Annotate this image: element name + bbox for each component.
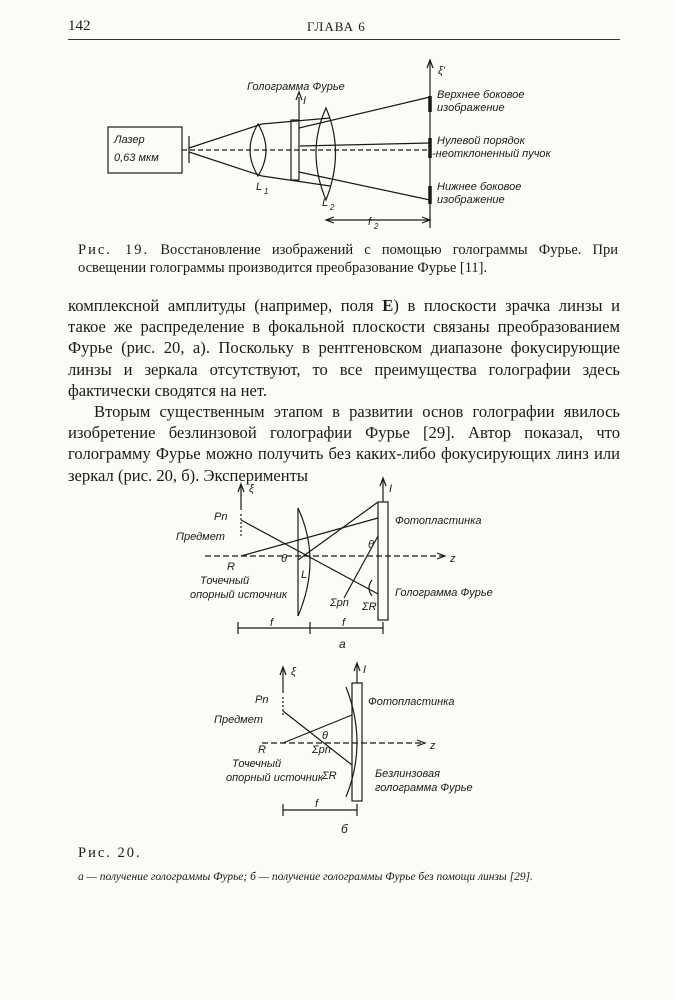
lensless-label-1: Безлинзовая bbox=[375, 768, 441, 780]
f-label: f bbox=[315, 798, 319, 810]
I-label: I bbox=[389, 483, 393, 495]
r-label: R bbox=[258, 744, 266, 756]
pn-label: Pn bbox=[214, 511, 228, 523]
upper-label-2: изображение bbox=[437, 102, 505, 114]
axis-I-label: I bbox=[303, 95, 307, 107]
theta-1: θ bbox=[281, 553, 287, 565]
ray-focus bbox=[298, 502, 378, 560]
theta-2: θ bbox=[368, 539, 374, 551]
f2-sub: 2 bbox=[374, 222, 379, 231]
ray-upper bbox=[299, 97, 430, 128]
figure-20a bbox=[0, 470, 674, 660]
ref-label-1: Точечный bbox=[200, 575, 250, 587]
pn-label: Pn bbox=[255, 694, 269, 706]
sigma-p-label: Σpn bbox=[330, 597, 349, 609]
laser-label-1: Лазер bbox=[114, 134, 145, 146]
l1-label: L bbox=[256, 181, 263, 193]
l1-sub: 1 bbox=[264, 187, 269, 196]
hologram-label: Голограмма Фурье bbox=[395, 587, 493, 599]
ray-mid bbox=[300, 143, 430, 146]
paragraph-2: Вторым существенным этапом в развитии основ голографии явилось изобретение безлинзовой голографии Фурье [29]. Автор показал, что голограмму Фурье можно получить без каких-либо фокусирующих линз или зеркал (рис. 20, б). Эксперименты bbox=[68, 402, 620, 485]
figure-20-caption-lead: Рис. 20. bbox=[78, 845, 142, 861]
I-label: I bbox=[363, 664, 367, 676]
l2-sub: 2 bbox=[330, 203, 335, 212]
zero-label-2: -неотклоненный пучок bbox=[432, 148, 551, 160]
photo-plate bbox=[378, 502, 388, 620]
paragraph-1: комплексной амплитуды (например, поля E) в плоскости зрачка линзы и такое же распределение в фокальной плоскости связаны преобразованием Фурье (рис. 20, a). Поскольку в рентгеновском диапазоне фокусирующие линзы и зеркала отсутствуют, то все преимущества голографии здесь фактически сводятся на нет. bbox=[68, 296, 621, 400]
lensless-label-2: голограмма Фурье bbox=[375, 782, 473, 794]
zero-label-1: Нулевой порядок bbox=[437, 135, 525, 147]
running-head: ГЛАВА 6 bbox=[307, 19, 366, 34]
sigma-r-label: ΣR bbox=[322, 770, 337, 782]
object-label: Предмет bbox=[176, 531, 225, 543]
ray-object bbox=[241, 520, 378, 594]
plate-label: Фотопластинка bbox=[368, 696, 455, 708]
f-left-label: f bbox=[270, 617, 274, 629]
lower-label-1: Нижнее боковое bbox=[437, 181, 522, 193]
f2-label: f bbox=[368, 216, 372, 228]
panel-a-label: а bbox=[339, 637, 346, 651]
sigma-p-label: Σpn bbox=[312, 744, 331, 756]
sigma-r-arc bbox=[369, 580, 372, 596]
xi-label: ξ bbox=[291, 666, 296, 678]
ray-lower bbox=[299, 172, 430, 200]
lower-label-2: изображение bbox=[437, 194, 505, 206]
r-label: R bbox=[227, 561, 235, 573]
panel-b-label: б bbox=[341, 822, 348, 836]
theta-label: θ bbox=[322, 730, 328, 742]
figure-19-caption-lead: Рис. 19. bbox=[78, 242, 150, 258]
figure-20-legend: а — получение голограммы Фурье; б — получение голограммы Фурье без помощи линзы [29]. bbox=[78, 871, 533, 883]
lens-l bbox=[298, 508, 310, 616]
upper-label-1: Верхнее боковое bbox=[437, 89, 525, 101]
figure-19 bbox=[0, 0, 674, 240]
z-label: z bbox=[430, 740, 436, 752]
figure-19-caption-text: Восстановление изображений с помощью голограммы Фурье. При освещении голограммы производится преобразование Фурье [11]. bbox=[78, 242, 619, 276]
sigma-r-label: ΣR bbox=[362, 601, 377, 613]
laser-label-2: 0,63 мкм bbox=[114, 152, 159, 164]
figure-19-caption bbox=[78, 241, 618, 277]
hologram-label: Голограмма Фурье bbox=[247, 81, 345, 93]
xi-label: ξ bbox=[249, 483, 254, 495]
object-label: Предмет bbox=[214, 714, 263, 726]
figure-20b bbox=[0, 655, 674, 840]
ref-label-2: опорный источник bbox=[190, 589, 288, 601]
body-text bbox=[68, 295, 620, 486]
page-number: 142 bbox=[68, 18, 91, 34]
ref-label-2: опорный источник bbox=[226, 772, 324, 784]
l2-label: L bbox=[322, 197, 329, 209]
lens-label: L bbox=[301, 569, 308, 581]
ref-label-1: Точечный bbox=[232, 758, 282, 770]
z-label: z bbox=[450, 553, 456, 565]
xi-label: ξ' bbox=[438, 65, 446, 77]
plate-label: Фотопластинка bbox=[395, 515, 482, 527]
f-right-label: f bbox=[342, 617, 346, 629]
